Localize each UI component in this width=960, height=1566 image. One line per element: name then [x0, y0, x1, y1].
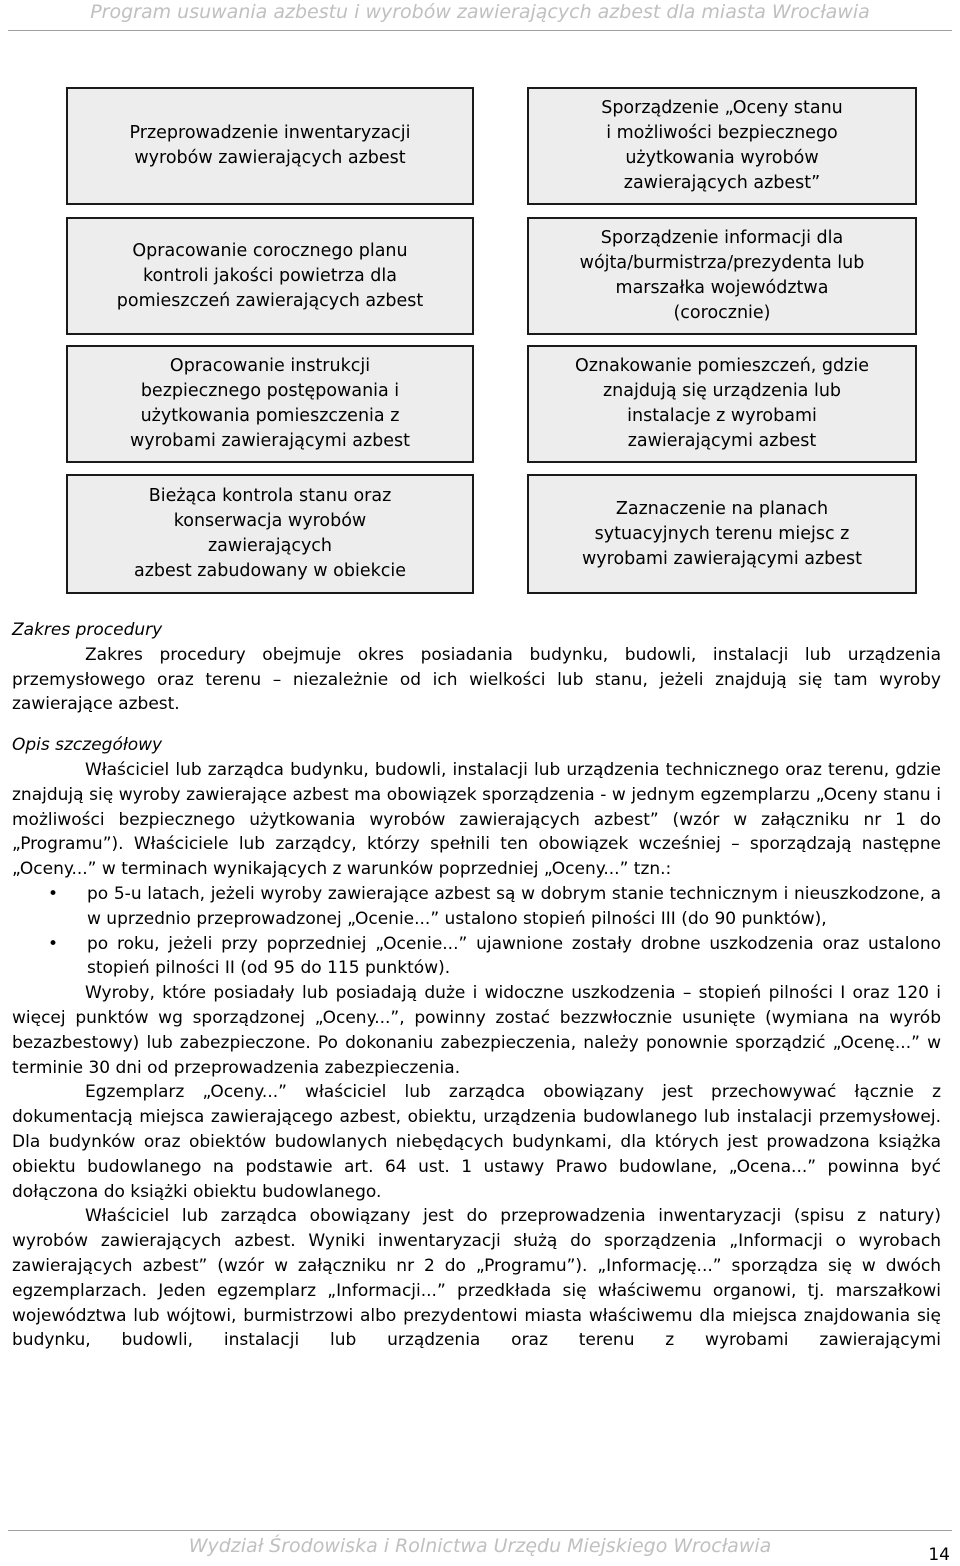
page-header: Program usuwania azbestu i wyrobów zawierających azbest dla miasta Wrocławia — [90, 1, 870, 23]
page-number: 14 — [928, 1545, 950, 1565]
box-line: konserwacja wyrobów — [173, 511, 367, 531]
paragraph-opis-3: Egzemplarz „Oceny...” właściciel lub zarządca obowiązany jest przechowywać łącznie z dokumentacją miejsca zawierającego azbest, obiektu, urządzenia budowlanego lub instalacji przemysłowej. Dla budynków oraz obiektów budowlanych niebędących budynkami, dla których jest prowadzona książka obiektu budowlanego na podstawie art. 64 ust. 1 ustawy Prawo budowlane, „Ocena...” powinna być dołączona do książki obiektu budowlanego. — [12, 1082, 941, 1202]
box-line: wyrobami zawierającymi azbest — [129, 431, 411, 451]
box-line: azbest zabudowany w obiekcie — [133, 561, 406, 581]
body-text — [12, 618, 941, 1353]
header-rule — [8, 30, 952, 31]
paragraph-zakres: Zakres procedury obejmuje okres posiadania budynku, budowli, instalacji lub urządzenia przemysłowego oraz terenu – niezależnie od ich wielkości lub stanu, jeżeli znajdują się tam wyroby zawierające azbest. — [12, 644, 941, 715]
box-line: bezpiecznego postępowania i — [140, 381, 400, 401]
box-line: zawierających — [207, 536, 333, 556]
box-line: użytkowania pomieszczenia z — [140, 406, 400, 426]
box-line: pomieszczeń zawierających azbest — [116, 290, 424, 311]
box-ocena-stanu — [527, 87, 917, 205]
paragraph-opis-4: Właściciel lub zarządca obowiązany jest do przeprowadzenia inwentaryzacji (spisu z natury) wyrobów zawierających azbest. Wyniki inwentaryzacji służą do sporządzenia „Informacji o wyrobach zawierających azbest” (wzór w załączniku nr 2 do „Programu”). „Informację...” sporządza się w dwóch egzemplarzach. Jeden egzemplarz „Informacji...” przedkłada się właściwemu organowi, tj. marszałkowi województwa lub wójtowi, burmistrzowi albo prezydentowi miasta właściwemu dla miejsca znajdowania się budynku, budowli, instalacji lub urządzenia oraz terenu z wyrobami zawierającymi — [12, 1206, 941, 1351]
box-line: zawierającymi azbest — [627, 431, 817, 451]
list-item: • po roku, jeżeli przy poprzedniej „Ocenie...” ujawnione zostały drobne uszkodzenia oraz ustalono stopień pilności II (od 95 do 115 punktów). — [12, 932, 941, 982]
box-line: Opracowanie corocznego planu — [132, 240, 408, 261]
paragraph-opis-1: Właściciel lub zarządca budynku, budowli, instalacji lub urządzenia technicznego oraz terenu, gdzie znajdują się wyroby zawierające azbest ma obowiązek sporządzenia - w jednym egzemplarzu „Oceny stanu i możliwości bezpiecznego użytkowania wyrobów zawierających azbest” (wzór w załączniku nr 1 do „Programu”). Właściciele lub zarządcy, którzy spełnili ten obowiązek wcześniej – sporządzają następne „Oceny...” w terminach wynikających z warunków poprzedniej „Oceny...” tzn.: — [12, 759, 941, 880]
box-inwentaryzacja — [66, 87, 474, 205]
box-line: Sporządzenie informacji dla — [600, 228, 844, 248]
box-line: wójta/burmistrza/prezydenta lub — [579, 253, 865, 273]
box-line: wyrobów zawierających azbest — [134, 148, 406, 168]
section-title-opis: Opis szczegółowy — [12, 735, 163, 756]
box-line: Przeprowadzenie inwentaryzacji — [129, 123, 411, 143]
box-plan-kontroli — [66, 217, 474, 335]
box-line: użytkowania wyrobów — [625, 148, 819, 168]
box-line: instalacje z wyrobami — [627, 406, 817, 426]
box-line: sytuacyjnych terenu miejsc z — [594, 523, 850, 544]
footer-rule — [8, 1530, 952, 1531]
paragraph-opis-2: Wyroby, które posiadały lub posiadają duże i widoczne uszkodzenia – stopień pilności I oraz 120 i więcej punktów wg sporządzonej „Oceny...”, powinny zostać bezzwłocznie usunięte (wymiana na wyrób bezazbestowy) lub zabezpieczone. Po dokonaniu zabezpieczenia, należy ponownie sporządzić „Ocenę...” w terminie 30 dni od przeprowadzenia zabezpieczenia. — [12, 983, 941, 1078]
box-kontrola-stanu — [66, 474, 474, 594]
bullet-list — [12, 882, 941, 981]
box-line: Opracowanie instrukcji — [169, 356, 371, 376]
box-line: Oznakowanie pomieszczeń, gdzie — [575, 356, 869, 376]
box-line: zawierających azbest” — [623, 173, 821, 193]
box-line: wyrobami zawierającymi azbest — [581, 548, 863, 569]
box-line: Zaznaczenie na planach — [615, 498, 829, 519]
box-line: kontroli jakości powietrza dla — [143, 265, 397, 286]
box-line: Bieżąca kontrola stanu oraz — [148, 486, 392, 506]
box-line: znajdują się urządzenia lub — [602, 381, 842, 401]
box-informacja — [527, 217, 917, 335]
list-item: • po 5-u latach, jeżeli wyroby zawierające azbest są w dobrym stanie technicznym i nieuszkodzone, a w uprzednio przeprowadzonej „Ocenie...” ustalono stopień pilności III (do 90 punktów), — [12, 882, 941, 932]
box-line: i możliwości bezpiecznego — [606, 123, 838, 143]
box-line: (corocznie) — [673, 303, 771, 323]
box-line: Sporządzenie „Oceny stanu — [601, 98, 843, 118]
page-footer: Wydział Środowiska i Rolnictwa Urzędu Miejskiego Wrocławia — [188, 1535, 772, 1557]
box-instrukcja — [66, 345, 474, 463]
box-line: marszałka województwa — [615, 278, 829, 298]
section-title-zakres: Zakres procedury — [12, 620, 163, 640]
box-zaznaczenie — [527, 474, 917, 594]
box-oznakowanie — [527, 345, 917, 463]
